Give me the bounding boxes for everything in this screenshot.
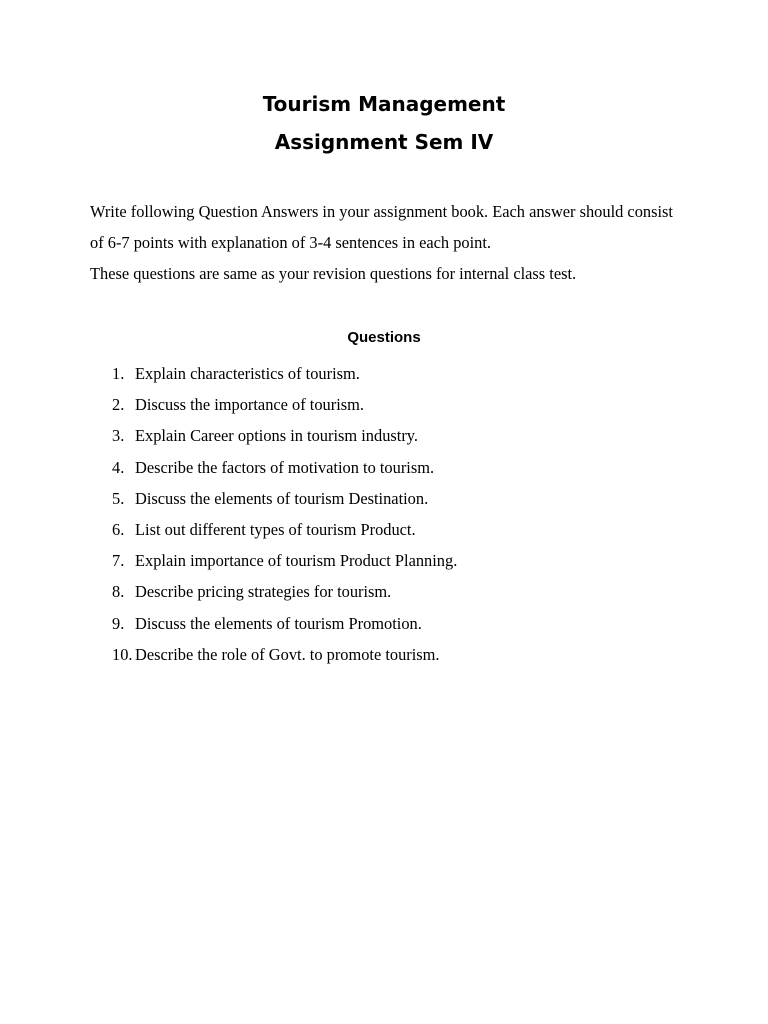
question-number: 7.	[112, 551, 125, 571]
question-item	[90, 514, 690, 545]
question-text: Explain importance of tourism Product Planning.	[135, 551, 458, 571]
document-subtitle: Assignment Sem IV	[274, 130, 494, 154]
question-text: Explain Career options in tourism industry.	[135, 426, 419, 446]
question-text: Discuss the elements of tourism Destination.	[135, 488, 429, 508]
question-item	[90, 576, 690, 607]
question-number: 2.	[112, 395, 125, 415]
questions-heading: Questions	[347, 329, 421, 346]
question-text: List out different types of tourism Product.	[135, 519, 416, 539]
document-title: Tourism Management	[262, 92, 506, 116]
instructions-note: These questions are same as your revision questions for internal class test.	[90, 264, 577, 283]
question-item	[90, 452, 690, 483]
question-item	[90, 545, 690, 576]
question-number: 5.	[112, 488, 125, 508]
question-text: Describe pricing strategies for tourism.	[135, 582, 392, 602]
instructions	[90, 196, 690, 289]
question-item	[90, 483, 690, 514]
question-number: 1.	[112, 364, 125, 383]
question-item	[90, 639, 690, 670]
question-text: Discuss the importance of tourism.	[135, 395, 364, 415]
question-number: 8.	[112, 582, 125, 602]
question-item	[90, 420, 690, 451]
question-item	[90, 608, 690, 639]
question-text: Discuss the elements of tourism Promotion.	[135, 613, 422, 633]
question-item	[90, 358, 690, 389]
questions-list	[90, 358, 690, 670]
question-number: 6.	[112, 519, 125, 539]
question-number: 10.	[112, 644, 133, 664]
question-text: Describe the factors of motivation to tourism.	[135, 457, 435, 477]
question-number: 9.	[112, 613, 125, 633]
question-text: Describe the role of Govt. to promote tourism.	[135, 644, 440, 664]
question-number: 4.	[112, 457, 125, 477]
instructions-paragraph: Write following Question Answers in your assignment book. Each answer should consist of 6-7 points with explanation of 3-4 sentences in each point.	[90, 202, 673, 252]
question-item	[90, 389, 690, 420]
question-text: Explain characteristics of tourism.	[135, 364, 360, 383]
question-number: 3.	[112, 426, 125, 446]
